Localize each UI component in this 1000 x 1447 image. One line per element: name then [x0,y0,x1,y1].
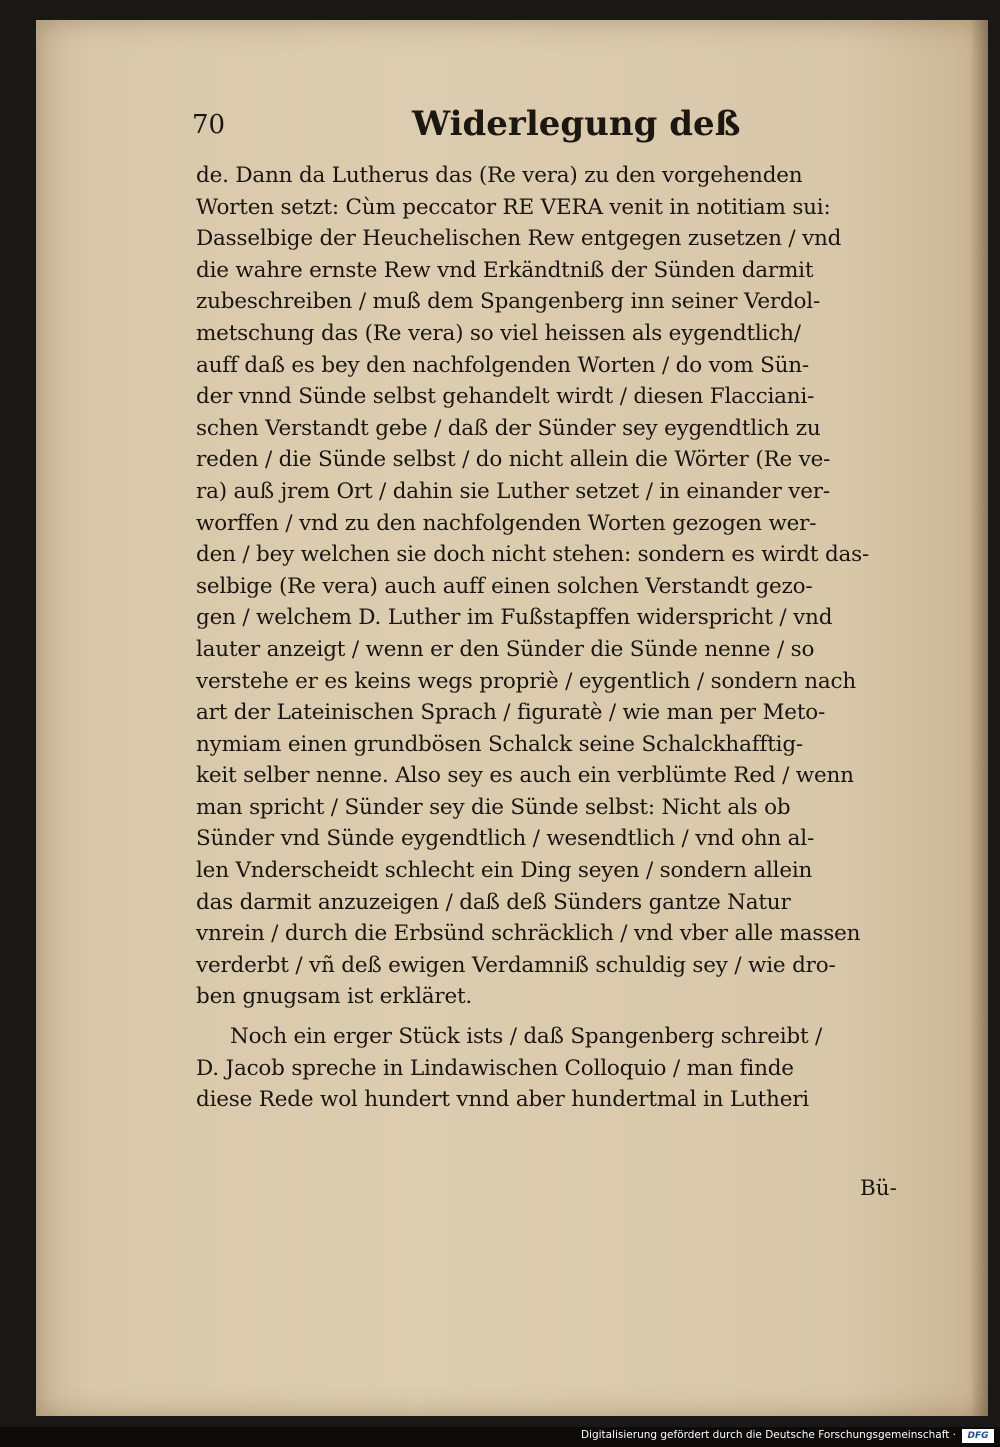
text-line: reden / die Sünde selbst / do nicht allein die Wörter (Re ve- [196,447,831,473]
catchword: Bü- [860,1176,897,1201]
text-line: auff daß es bey den nachfolgenden Worten / do vom Sün- [196,352,809,378]
text-line: metschung das (Re vera) so viel heissen als eygendtlich/ [196,320,801,346]
text-line: len Vnderscheidt schlecht ein Ding seyen / sondern allein [196,858,813,884]
text-line: art der Lateinischen Sprach / figuratè / wie man per Meto- [196,700,826,726]
text-line: Worten setzt: Cùm peccator RE VERA venit in notitiam sui: [196,194,831,220]
running-title: Widerlegung deß [412,104,741,144]
page-number: 70 [192,110,226,140]
text-line: Dasselbige der Heuchelischen Rew entgegen zusetzen / vnd [196,226,842,252]
text-line: vnrein / durch die Erbsünd schräcklich / vnd vber alle massen [196,921,861,947]
text-line: den / bey welchen sie doch nicht stehen: sondern es wirdt das- [196,542,870,568]
text-line: ra) auß jrem Ort / dahin sie Luther setzet / in einander ver- [196,478,830,504]
text-line: keit selber nenne. Also sey es auch ein verblümte Red / wenn [196,763,854,789]
text-line: D. Jacob spreche in Lindawischen Colloquio / man finde [196,1055,794,1081]
footer-credit-text: Digitalisierung gefördert durch die Deutsche Forschungsgemeinschaft · [580,1429,956,1441]
text-line: zubeschreiben / muß dem Spangenberg inn seiner Verdol- [196,289,821,315]
text-line: das darmit anzuzeigen / daß deß Sünders gantze Natur [196,889,791,915]
text-line: Noch ein erger Stück ists / daß Spangenberg schreibt / [230,1024,823,1050]
footer-credit [581,1427,956,1443]
text-line: verstehe er es keins wegs propriè / eygentlich / sondern nach [196,668,857,694]
page-gutter-shadow [970,20,988,1416]
text-line: ben gnugsam ist erkläret. [196,984,473,1010]
text-line: selbige (Re vera) auch auff einen solchen Verstandt gezo- [196,573,813,599]
text-line: gen / welchem D. Luther im Fußstapffen widerspricht / vnd [196,605,833,631]
text-line: worffen / vnd zu den nachfolgenden Worten gezogen wer- [196,510,817,536]
text-line: lauter anzeigt / wenn er den Sünder die Sünde nenne / so [196,636,815,662]
text-line: de. Dann da Lutherus das (Re vera) zu den vorgehenden [196,163,803,188]
page-header [192,104,752,154]
text-line: nymiam einen grundbösen Schalck seine Schalckhafftig- [196,731,803,757]
text-line: diese Rede wol hundert vnnd aber hundertmal in Lutheri [196,1087,809,1113]
text-line: Sünder vnd Sünde eygendtlich / wesendtlich / vnd ohn al- [196,826,815,852]
dfg-logo-icon: DFG [962,1429,994,1443]
text-line: schen Verstandt gebe / daß der Sünder sey eygendtlich zu [196,415,821,441]
text-line: die wahre ernste Rew vnd Erkändtniß der Sünden darmit [196,257,814,283]
body-text [196,160,916,1116]
text-line: der vnnd Sünde selbst gehandelt wirdt / diesen Flacciani- [196,384,815,410]
text-line: man spricht / Sünder sey die Sünde selbst: Nicht als ob [196,794,791,820]
paragraph-gap [196,1013,916,1021]
text-line: verderbt / vñ deß ewigen Verdamniß schuldig sey / wie dro- [196,952,836,978]
